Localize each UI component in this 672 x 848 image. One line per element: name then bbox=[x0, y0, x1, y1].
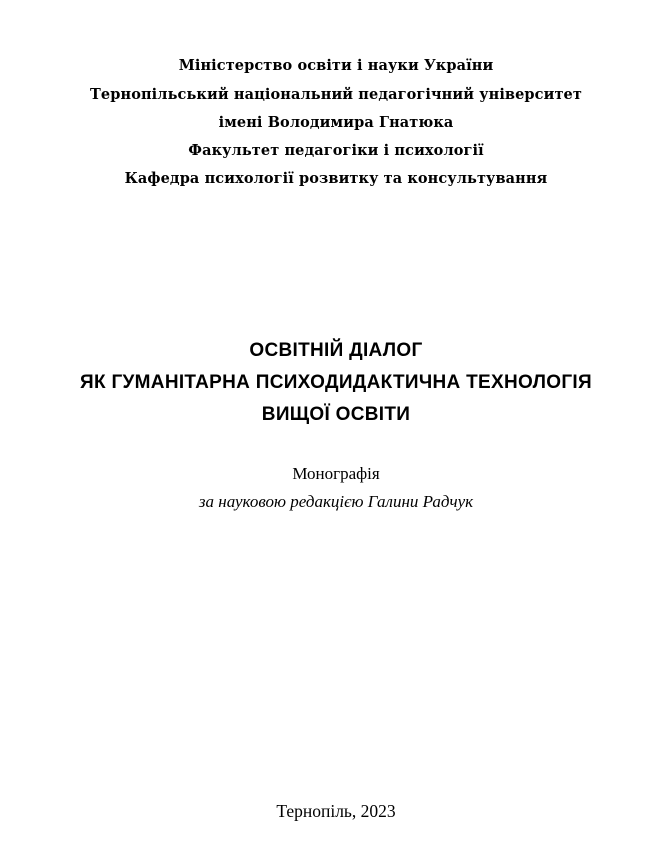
editor-line: за науковою редакцією Галини Радчук bbox=[198, 492, 474, 511]
place-year: Тернопіль, 2023 bbox=[276, 801, 396, 821]
department-line: Кафедра психології розвитку та консультування bbox=[124, 170, 548, 187]
title-line-2: ЯК ГУМАНІТАРНА ПСИХОДИДАКТИЧНА ТЕХНОЛОГІЯ bbox=[80, 372, 592, 393]
title-line-1: ОСВІТНІЙ ДІАЛОГ bbox=[249, 340, 423, 361]
university-line: Тернопільський національний педагогічний університет bbox=[90, 86, 582, 103]
title-line-3: ВИЩОЇ ОСВІТИ bbox=[261, 404, 411, 425]
university-name-line: імені Володимира Гнатюка bbox=[218, 114, 454, 131]
ministry-line: Міністерство освіти і науки України bbox=[178, 57, 494, 74]
faculty-line: Факультет педагогіки і психології bbox=[188, 142, 484, 159]
genre-label: Монографія bbox=[292, 464, 380, 483]
